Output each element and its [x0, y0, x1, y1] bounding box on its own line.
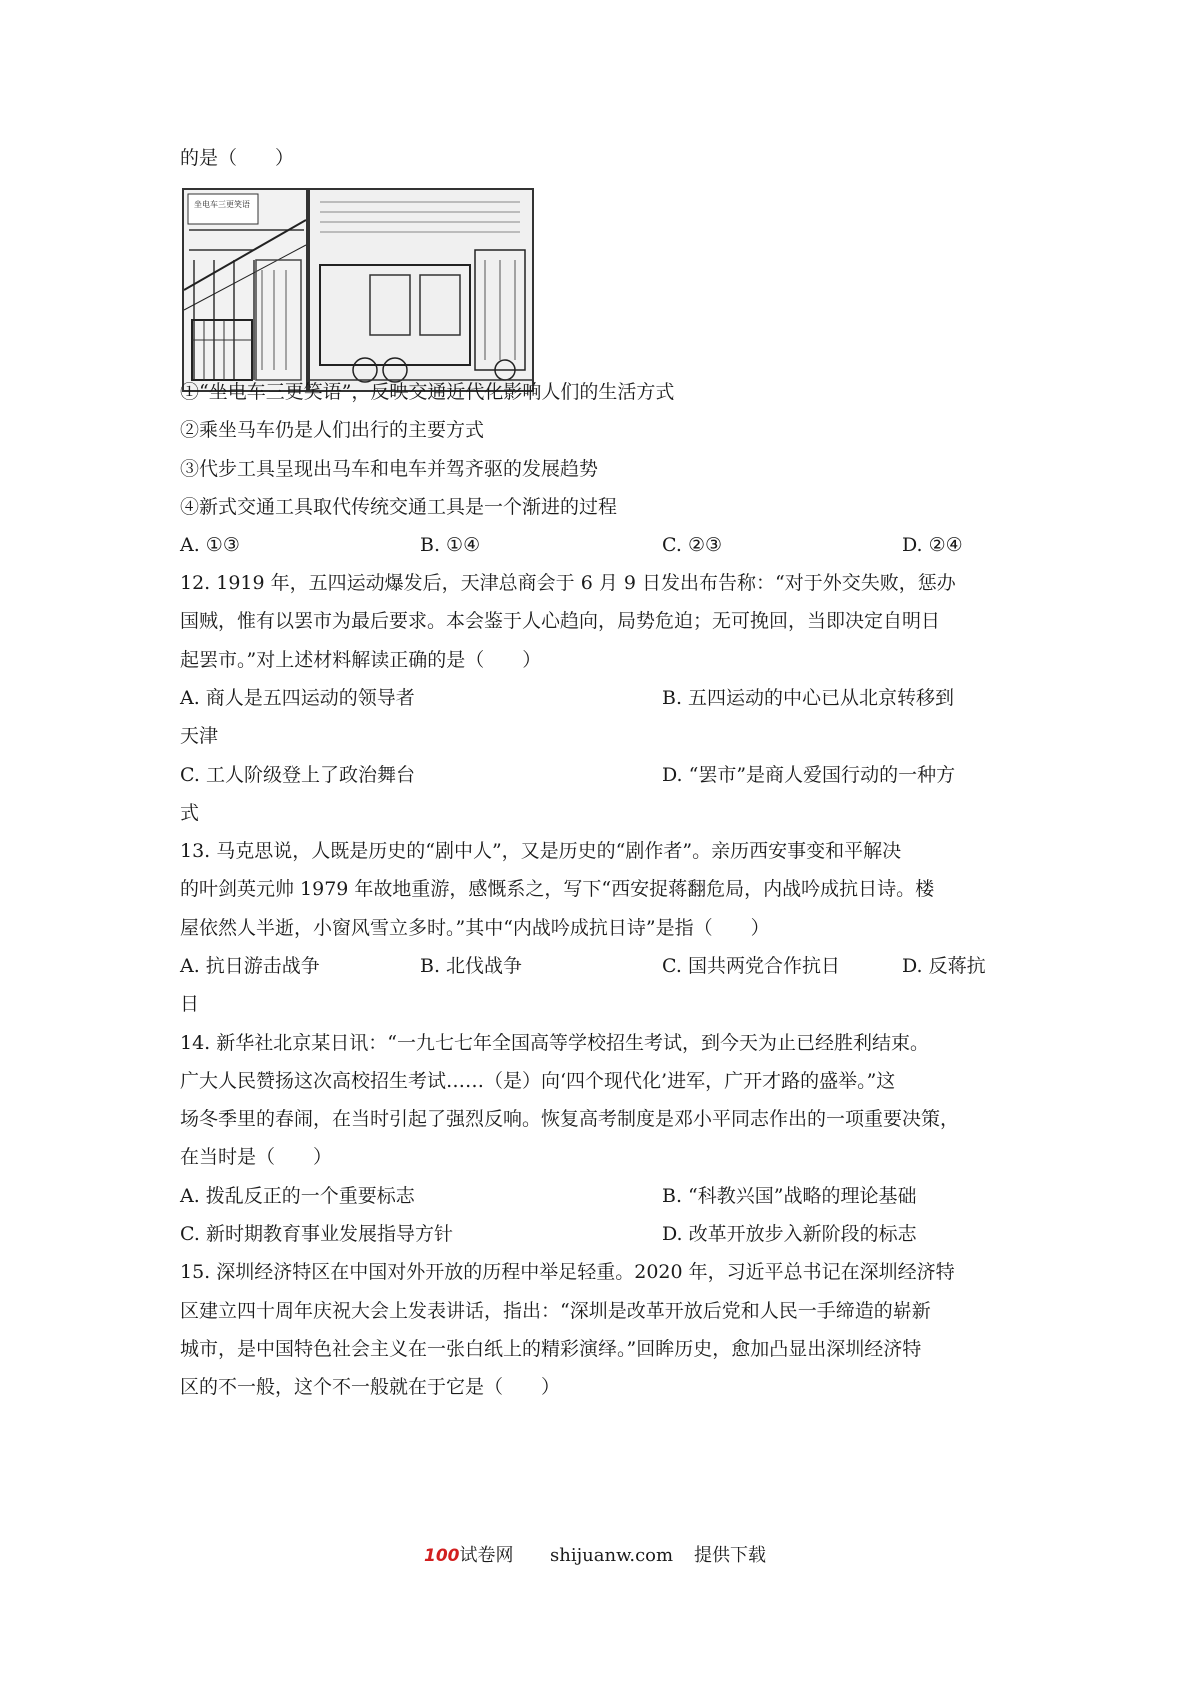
q13-line-3: 屋依然人半逝，小窗风雪立多时。”其中“内战吟成抗日诗”是指（ ）: [180, 917, 770, 939]
street-sketch: [310, 190, 532, 390]
q14-line-4: 在当时是（ ）: [180, 1146, 333, 1168]
q15-line-1: 15. 深圳经济特区在中国对外开放的历程中举足轻重。2020 年，习近平总书记在深圳经济特: [180, 1261, 955, 1283]
q14-option-a[interactable]: A. 拨乱反正的一个重要标志: [180, 1185, 415, 1207]
q11-statement-1: ①“坐电车三更笑语”，反映交通近代化影响人们的生活方式: [180, 381, 675, 403]
q13-line-2: 的叶剑英元帅 1979 年故地重游，感慨系之，写下“西安捉蒋翻危局，内战吟成抗日诗。楼: [180, 878, 935, 900]
q14-option-c[interactable]: C. 新时期教育事业发展指导方针: [180, 1223, 453, 1245]
q13-line-1: 13. 马克思说，人既是历史的“剧中人”，又是历史的“剧作者”。亲历西安事变和平解决: [180, 840, 902, 862]
cartoon-right-panel: [308, 188, 534, 392]
q13-option-d[interactable]: D. 反蒋抗: [902, 955, 986, 977]
q14-line-1: 14. 新华社北京某日讯：“一九七七年全国高等学校招生考试，到今天为止已经胜利结束。: [180, 1032, 929, 1054]
footer-logo: [424, 1544, 514, 1568]
footer-tagline: 提供下载: [694, 1545, 766, 1566]
q15-line-3: 城市，是中国特色社会主义在一张白纸上的精彩演绎。”回眸历史，愈加凸显出深圳经济特: [180, 1338, 922, 1360]
question-11-stem-tail: 的是（ ）: [180, 147, 295, 169]
q15-line-2: 区建立四十周年庆祝大会上发表讲话，指出：“深圳是改革开放后党和人民一手缔造的崭新: [180, 1300, 931, 1322]
q12-option-d-wrap: 式: [180, 802, 200, 824]
q11-option-d[interactable]: D. ②④: [902, 534, 963, 556]
q12-line-2: 国贼，惟有以罢市为最后要求。本会鉴于人心趋向，局势危迫；无可挽回，当即决定自明日: [180, 610, 941, 632]
q11-statement-3: ③代步工具呈现出马车和电车并驾齐驱的发展趋势: [180, 458, 599, 480]
q13-option-c[interactable]: C. 国共两党合作抗日: [662, 955, 840, 977]
tram-sketch: [184, 190, 306, 390]
q12-option-b-wrap: 天津: [180, 725, 219, 747]
q12-line-3: 起罢市。”对上述材料解读正确的是（ ）: [180, 649, 542, 671]
q11-statement-4: ④新式交通工具取代传统交通工具是一个渐进的过程: [180, 496, 618, 518]
q11-option-c[interactable]: C. ②③: [662, 534, 723, 556]
footer-logo-text: 试卷网: [459, 1545, 514, 1566]
historical-cartoon-figure: [182, 188, 534, 388]
q11-statement-2: ②乘坐马车仍是人们出行的主要方式: [180, 419, 485, 441]
footer-logo-number: 100: [424, 1546, 460, 1566]
q12-option-b[interactable]: B. 五四运动的中心已从北京转移到: [662, 687, 955, 709]
q12-option-a[interactable]: A. 商人是五四运动的领导者: [180, 687, 415, 709]
q13-option-d-wrap: 日: [180, 993, 200, 1015]
cartoon-left-panel: [182, 188, 308, 392]
q12-line-1: 12. 1919 年，五四运动爆发后，天津总商会于 6 月 9 日发出布告称：“对于外交失败，惩办: [180, 572, 956, 594]
q13-option-b[interactable]: B. 北伐战争: [420, 955, 523, 977]
q11-option-a[interactable]: A. ①③: [180, 534, 240, 556]
q12-option-d[interactable]: D. “罢市”是商人爱国行动的一种方: [662, 764, 956, 786]
q15-line-4: 区的不一般，这个不一般就在于它是（ ）: [180, 1376, 561, 1398]
q11-option-b[interactable]: B. ①④: [420, 534, 481, 556]
q13-option-a[interactable]: A. 抗日游击战争: [180, 955, 320, 977]
q14-option-b[interactable]: B. “科教兴国”战略的理论基础: [662, 1185, 917, 1207]
q14-line-2: 广大人民赞扬这次高校招生考试……（是）向‘四个现代化’进军，广开才路的盛举。”这: [180, 1070, 896, 1092]
q14-line-3: 场冬季里的春闹，在当时引起了强烈反响。恢复高考制度是邓小平同志作出的一项重要决策，: [180, 1108, 960, 1130]
cartoon-left-caption: 坐电车三更笑语: [194, 200, 250, 209]
footer-site-link[interactable]: shijuanw.com: [550, 1545, 674, 1566]
q12-option-c[interactable]: C. 工人阶级登上了政治舞台: [180, 764, 415, 786]
q14-option-d[interactable]: D. 改革开放步入新阶段的标志: [662, 1223, 917, 1245]
